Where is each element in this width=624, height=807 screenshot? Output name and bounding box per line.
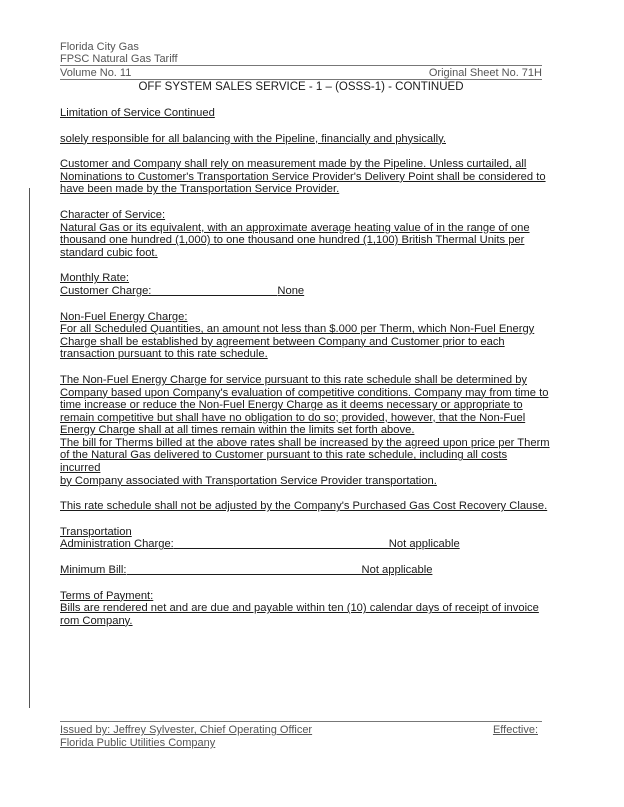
nonfuel-line: Charge shall be established by agreement between Company and Customer prior to each — [60, 335, 505, 348]
terms-heading: Terms of Payment: — [60, 589, 154, 602]
limitation-heading: Limitation of Service Continued — [60, 107, 215, 119]
header-volume-row — [60, 67, 542, 79]
customer-charge-row — [60, 285, 550, 298]
character-line: standard cubic foot. — [60, 246, 158, 259]
character-heading: Character of Service: — [60, 208, 166, 221]
customer-charge-leader — [151, 294, 277, 296]
header-volume: Volume No. 11 — [60, 67, 132, 79]
tariff-body — [60, 107, 550, 627]
determination-line: Company based upon Company's evaluation of competitive conditions. Company may from time to — [60, 386, 549, 399]
determination-line: The bill for Therms billed at the above rates shall be increased by the agreed upon price per Therm — [60, 436, 550, 449]
customer-charge-label: Customer Charge: — [60, 284, 152, 297]
determination-line: remain competitive but shall have no obligation to do so; provided, however, that the Non-Fuel — [60, 411, 526, 424]
header-sheet: Original Sheet No. 71H — [428, 67, 542, 79]
minimum-bill-leader — [127, 573, 362, 575]
determination-line: The Non-Fuel Energy Charge for service pursuant to this rate schedule shall be determined by — [60, 373, 528, 386]
footer-rule — [60, 721, 542, 722]
determination-line: time increase or reduce the Non-Fuel Energy Charge as it deems necessary or appropriate to — [60, 399, 523, 412]
pgc-text: This rate schedule shall not be adjusted by the Company's Purchased Gas Cost Recovery Clause. — [60, 500, 548, 513]
header-rule — [60, 65, 542, 66]
header-company: Florida City Gas — [60, 41, 139, 53]
minimum-bill-value: Not applicable — [361, 564, 433, 577]
admin-charge-leader — [174, 547, 389, 549]
footer-company: Florida Public Utilities Company — [60, 737, 216, 749]
determination-line: Energy Charge shall at all times remain within the limits set forth above. — [60, 424, 415, 437]
minimum-bill-row — [60, 564, 550, 577]
terms-line: Bills are rendered net and are due and payable within ten (10) calendar days of receipt of invoice — [60, 602, 539, 615]
transportation-heading: Transportation — [60, 525, 132, 538]
nonfuel-line: For all Scheduled Quantities, an amount not less than $.000 per Therm, which Non-Fuel Energy — [60, 323, 535, 336]
admin-charge-label: Administration Charge: — [60, 538, 174, 551]
footer-effective: Effective: — [492, 724, 538, 736]
nonfuel-heading: Non-Fuel Energy Charge: — [60, 310, 188, 323]
admin-charge-row — [60, 538, 550, 551]
determination-line: by Company associated with Transportation Service Provider transportation. — [60, 474, 437, 487]
determination-line: of the Natural Gas delivered to Customer pursuant to this rate schedule, including all costs incurred — [60, 449, 508, 475]
measurement-line: Customer and Company shall rely on measurement made by the Pipeline. Unless curtailed, all — [60, 158, 527, 171]
character-line: Natural Gas or its equivalent, with an approximate average heating value of in the range of one — [60, 221, 530, 234]
terms-line: rom Company. — [60, 614, 133, 627]
page-title: OFF SYSTEM SALES SERVICE - 1 – (OSSS-1) - CONTINUED — [138, 81, 464, 93]
measurement-line: have been made by the Transportation Service Provider. — [60, 183, 340, 196]
customer-charge-value: None — [277, 284, 305, 297]
minimum-bill-label: Minimum Bill: — [60, 564, 127, 577]
header-rule-lower — [60, 79, 542, 80]
admin-charge-value: Not applicable — [388, 538, 460, 551]
nonfuel-line: transaction pursuant to this rate schedule. — [60, 348, 268, 361]
header-tariff: FPSC Natural Gas Tariff — [60, 53, 178, 65]
footer-issued-row — [60, 724, 538, 736]
footer-issued-by: Issued by: Jeffrey Sylvester, Chief Operating Officer — [60, 724, 313, 736]
character-line: thousand one hundred (1,000) to one thousand one hundred (1,100) British Thermal Units per — [60, 234, 525, 247]
monthly-rate-heading: Monthly Rate: — [60, 272, 130, 285]
limitation-text: solely responsible for all balancing with the Pipeline, financially and physically. — [60, 132, 446, 145]
margin-line — [29, 188, 30, 708]
measurement-line: Nominations to Customer's Transportation Service Provider's Delivery Point shall be considered to — [60, 170, 546, 183]
